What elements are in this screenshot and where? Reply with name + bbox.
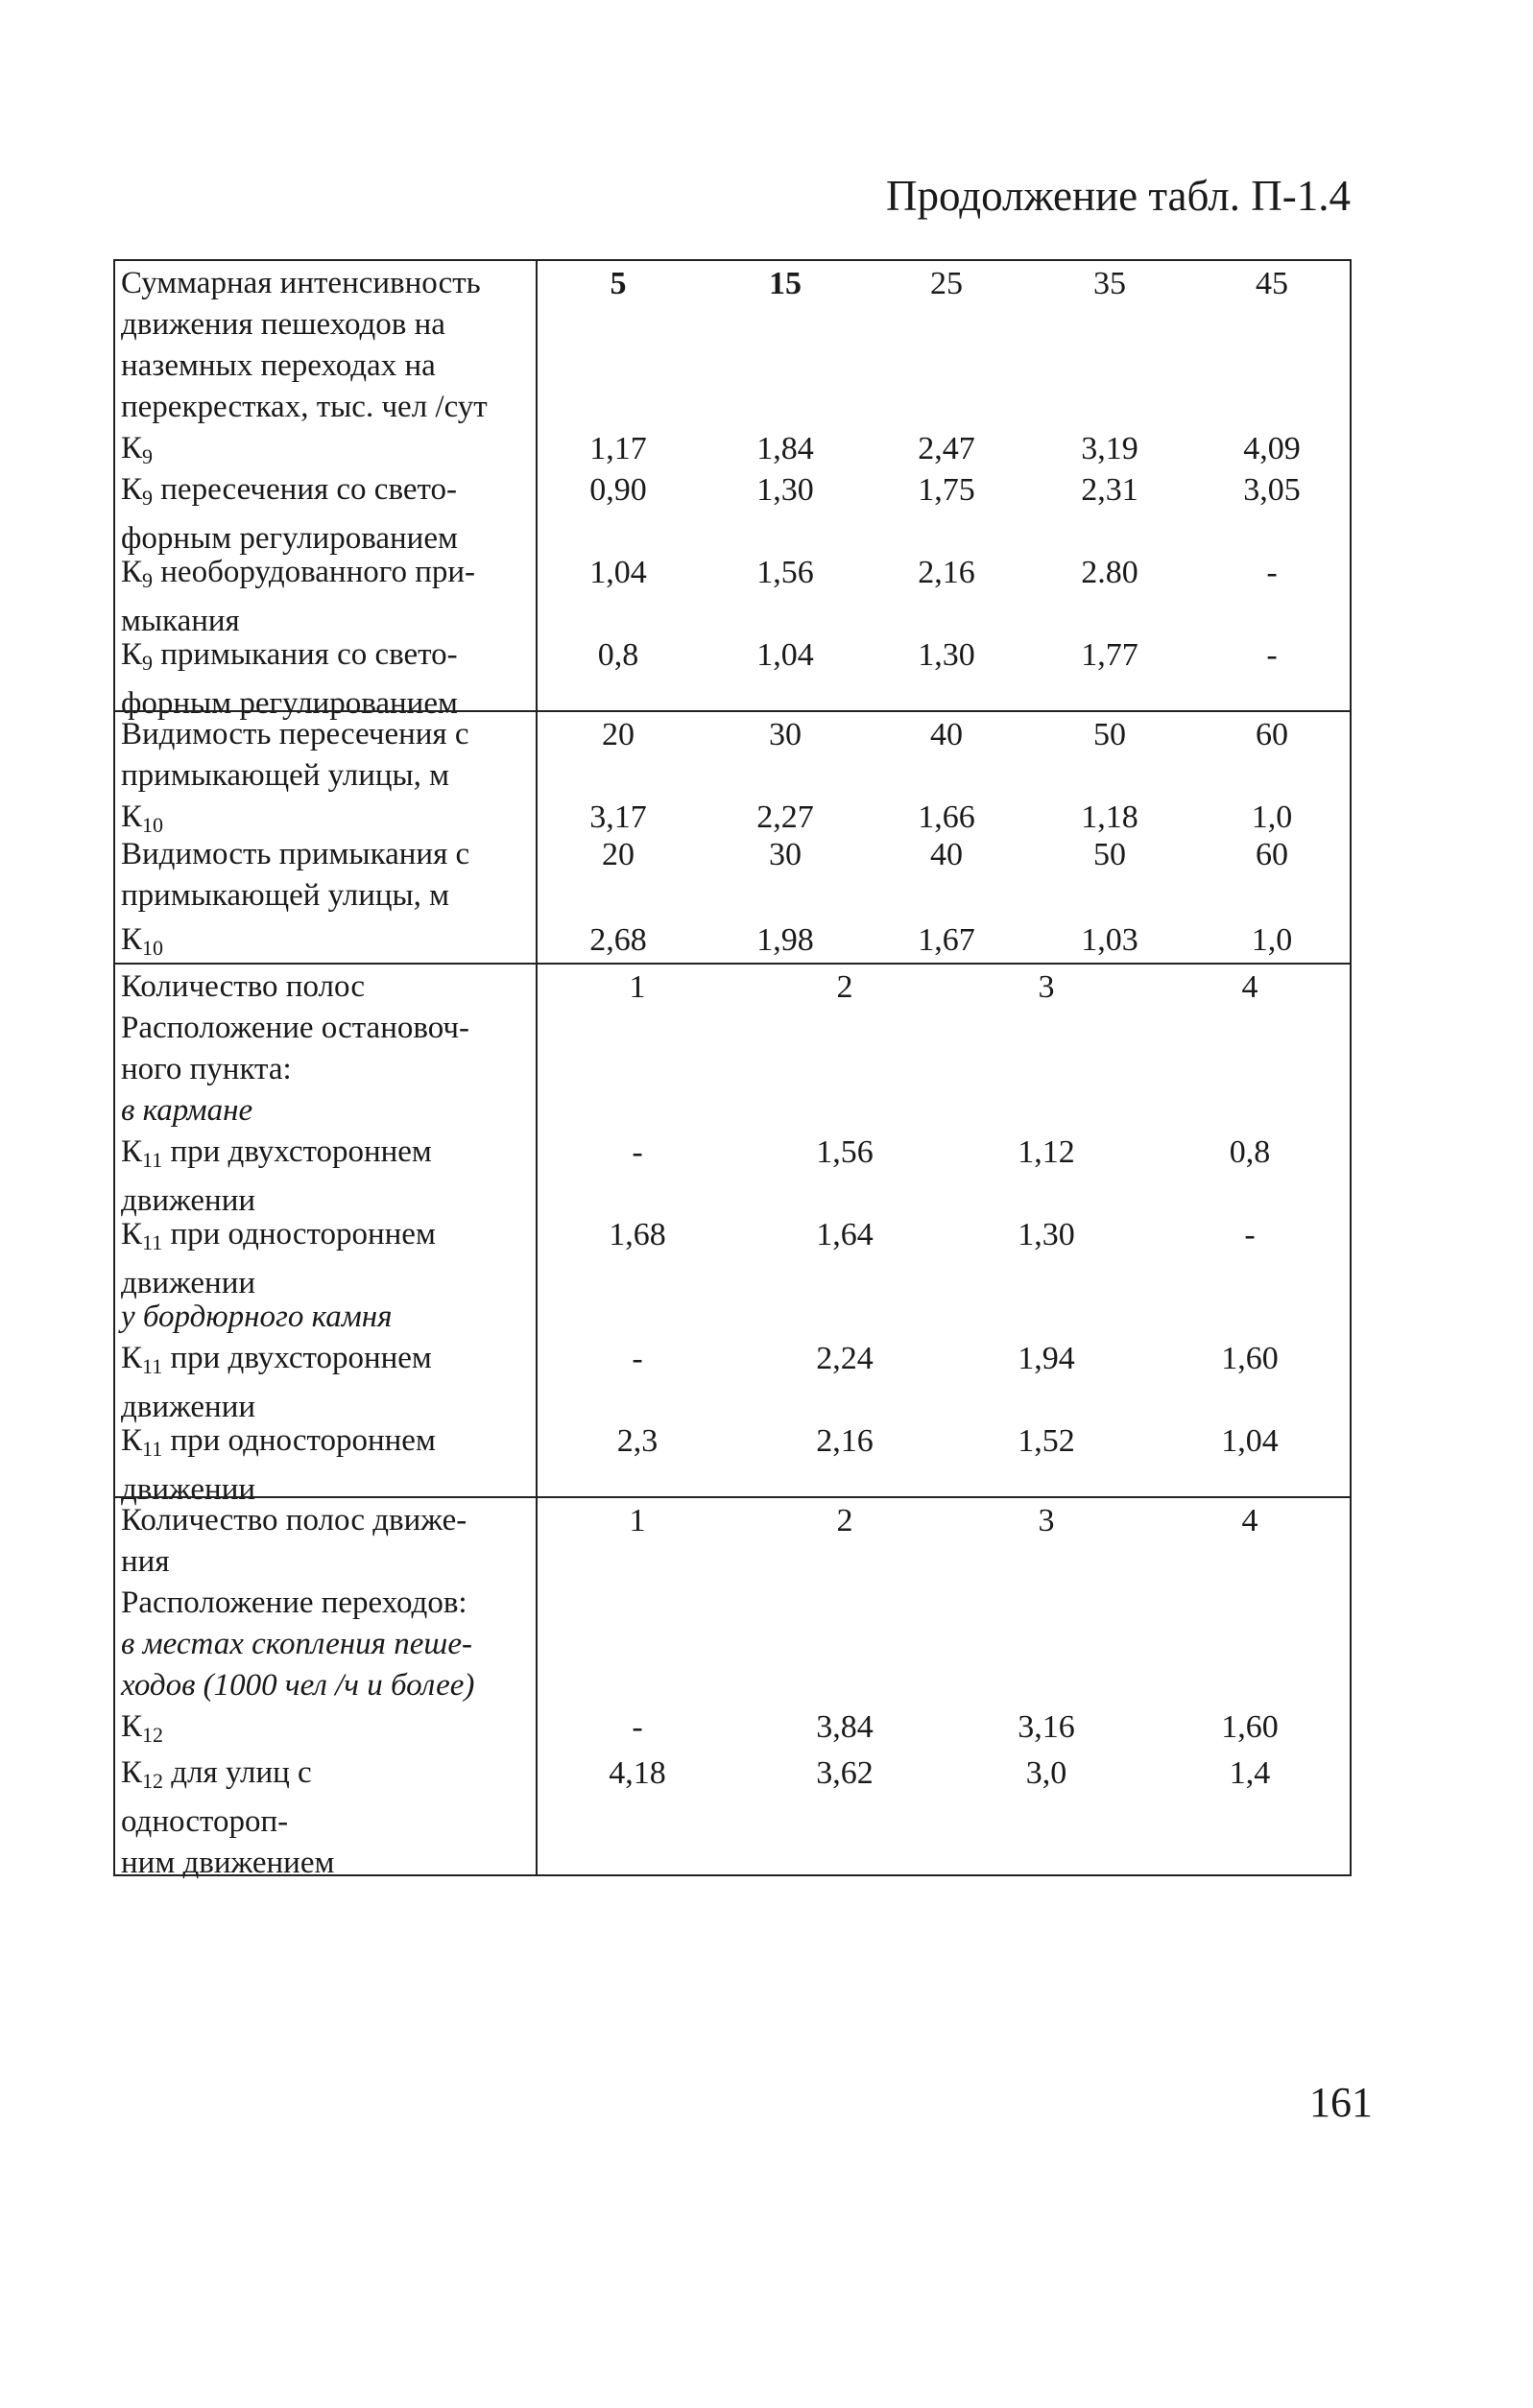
row-label: $К_{11}$ при одностороннем движении: [121, 1217, 436, 1300]
cell-value: 1,0: [1251, 799, 1293, 835]
row-label: Суммарная интенсивность движения пешеходов на наземных переходах на перекрестках, тыс. чел /сут: [121, 266, 488, 424]
row-label: Расположение остановоч- ного пункта:: [121, 1011, 469, 1086]
cell-value: 2,47: [918, 431, 975, 466]
row-label: $К_{10}$: [121, 922, 164, 960]
cell-value: 4: [1241, 969, 1258, 1005]
cell-value: 30: [769, 717, 802, 752]
cell-value: -: [1266, 637, 1278, 673]
cell-value: 60: [1256, 837, 1288, 872]
cell-value: 1: [629, 969, 646, 1005]
table-section-k12: [115, 1496, 1350, 1880]
table-section-k10: [115, 710, 1350, 963]
cell-value: 1: [629, 1503, 646, 1538]
cell-value: -: [1266, 555, 1278, 590]
cell-value: 1,12: [1018, 1134, 1075, 1170]
row-label: $К_9$ пересечения со свето- форным регулированием: [121, 472, 458, 556]
table-section-k11: [115, 963, 1350, 1507]
cell-value: 1,94: [1018, 1341, 1075, 1376]
row-label: в кармане: [121, 1093, 253, 1128]
cell-value: 1,60: [1221, 1709, 1279, 1745]
table-section-k9: [115, 261, 1350, 721]
column-divider: [536, 965, 538, 1496]
cell-value: 1,77: [1081, 637, 1138, 673]
cell-value: 40: [930, 717, 963, 752]
column-divider: [536, 1498, 538, 1874]
row-label: $К_{11}$ при одностороннем движении: [121, 1423, 436, 1507]
cell-value: 2,16: [816, 1423, 874, 1459]
coefficients-table: [113, 259, 1352, 1880]
cell-value: 1,4: [1229, 1755, 1271, 1791]
cell-value: -: [632, 1134, 643, 1170]
cell-value: 1,67: [918, 922, 975, 958]
row-label: $К_9$ необорудованного при- мыкания: [121, 555, 476, 638]
cell-value: 2,16: [918, 555, 975, 590]
cell-value: 3,0: [1025, 1755, 1067, 1791]
row-label: Видимость пересечения с примыкающей улицы, м: [121, 717, 469, 793]
cell-value: 3: [1038, 1503, 1055, 1538]
row-label: в местах скопления пеше- ходов (1000 чел /ч и более): [121, 1627, 475, 1703]
cell-value: 5: [610, 266, 627, 301]
column-divider: [536, 261, 538, 710]
row-label: $К_{11}$ при двухстороннем движении: [121, 1134, 432, 1218]
cell-value: 4,18: [609, 1755, 666, 1791]
cell-value: 60: [1256, 717, 1288, 752]
row-label: $К_{10}$: [121, 799, 164, 837]
cell-value: 1,98: [756, 922, 814, 958]
cell-value: 1,68: [609, 1217, 666, 1252]
cell-value: 0,8: [1229, 1134, 1271, 1170]
cell-value: 2,27: [756, 799, 814, 835]
cell-value: 25: [930, 266, 963, 301]
cell-value: 2,31: [1081, 472, 1138, 508]
cell-value: 1,56: [756, 555, 814, 590]
cell-value: 1,30: [918, 637, 975, 673]
row-label: у бордюрного камня: [121, 1299, 393, 1334]
cell-value: 3,17: [589, 799, 647, 835]
row-label: $К_9$ примыкания со свето- форным регулированием: [121, 637, 458, 721]
row-label: $К_{11}$ при двухстороннем движении: [121, 1341, 432, 1424]
cell-value: 1,56: [816, 1134, 874, 1170]
cell-value: 1,30: [1018, 1217, 1075, 1252]
cell-value: 40: [930, 837, 963, 872]
cell-value: 2: [836, 1503, 853, 1538]
cell-value: 1,04: [756, 637, 814, 673]
cell-value: 3,16: [1018, 1709, 1075, 1745]
cell-value: 1,60: [1221, 1341, 1279, 1376]
cell-value: -: [1244, 1217, 1256, 1252]
cell-value: 3,19: [1081, 431, 1138, 466]
cell-value: 15: [769, 266, 802, 301]
cell-value: 1,75: [918, 472, 975, 508]
cell-value: 2,68: [589, 922, 647, 958]
cell-value: 1,84: [756, 431, 814, 466]
row-label: $К_{12}$: [121, 1709, 164, 1747]
cell-value: 0,90: [589, 472, 647, 508]
cell-value: 2,24: [816, 1341, 874, 1376]
cell-value: 1,64: [816, 1217, 874, 1252]
cell-value: 50: [1093, 837, 1126, 872]
cell-value: 3,84: [816, 1709, 874, 1745]
cell-value: 4: [1241, 1503, 1258, 1538]
cell-value: 45: [1256, 266, 1288, 301]
row-label: $К_9$: [121, 431, 154, 468]
page-number: 161: [1309, 2079, 1373, 2126]
cell-value: 1,03: [1081, 922, 1138, 958]
cell-value: 1,66: [918, 799, 975, 835]
cell-value: 30: [769, 837, 802, 872]
cell-value: 1,04: [589, 555, 647, 590]
cell-value: 2,3: [616, 1423, 659, 1459]
cell-value: 1,18: [1081, 799, 1138, 835]
cell-value: 0,8: [597, 637, 639, 673]
cell-value: -: [632, 1709, 643, 1745]
row-label: $К_{12}$ для улиц с одностороп- ним движением: [121, 1755, 335, 1880]
column-divider: [536, 712, 538, 963]
cell-value: 50: [1093, 717, 1126, 752]
cell-value: 3,05: [1243, 472, 1301, 508]
cell-value: 20: [602, 837, 635, 872]
cell-value: 1,04: [1221, 1423, 1279, 1459]
row-label: Расположение переходов:: [121, 1585, 467, 1620]
cell-value: 2.80: [1081, 555, 1138, 590]
table-continuation-title: Продолжение табл. П-1.4: [886, 172, 1351, 220]
cell-value: 4,09: [1243, 431, 1301, 466]
row-label: Видимость примыкания с примыкающей улицы, м: [121, 837, 470, 913]
cell-value: 3,62: [816, 1755, 874, 1791]
cell-value: 1,52: [1018, 1423, 1075, 1459]
cell-value: 2: [836, 969, 853, 1005]
row-label: Количество полос: [121, 969, 365, 1004]
cell-value: 20: [602, 717, 635, 752]
cell-value: 1,17: [589, 431, 647, 466]
cell-value: 3: [1038, 969, 1055, 1005]
cell-value: -: [632, 1341, 643, 1376]
cell-value: 35: [1093, 266, 1126, 301]
cell-value: 1,0: [1251, 922, 1293, 958]
row-label: Количество полос движе- ния: [121, 1503, 467, 1579]
cell-value: 1,30: [756, 472, 814, 508]
